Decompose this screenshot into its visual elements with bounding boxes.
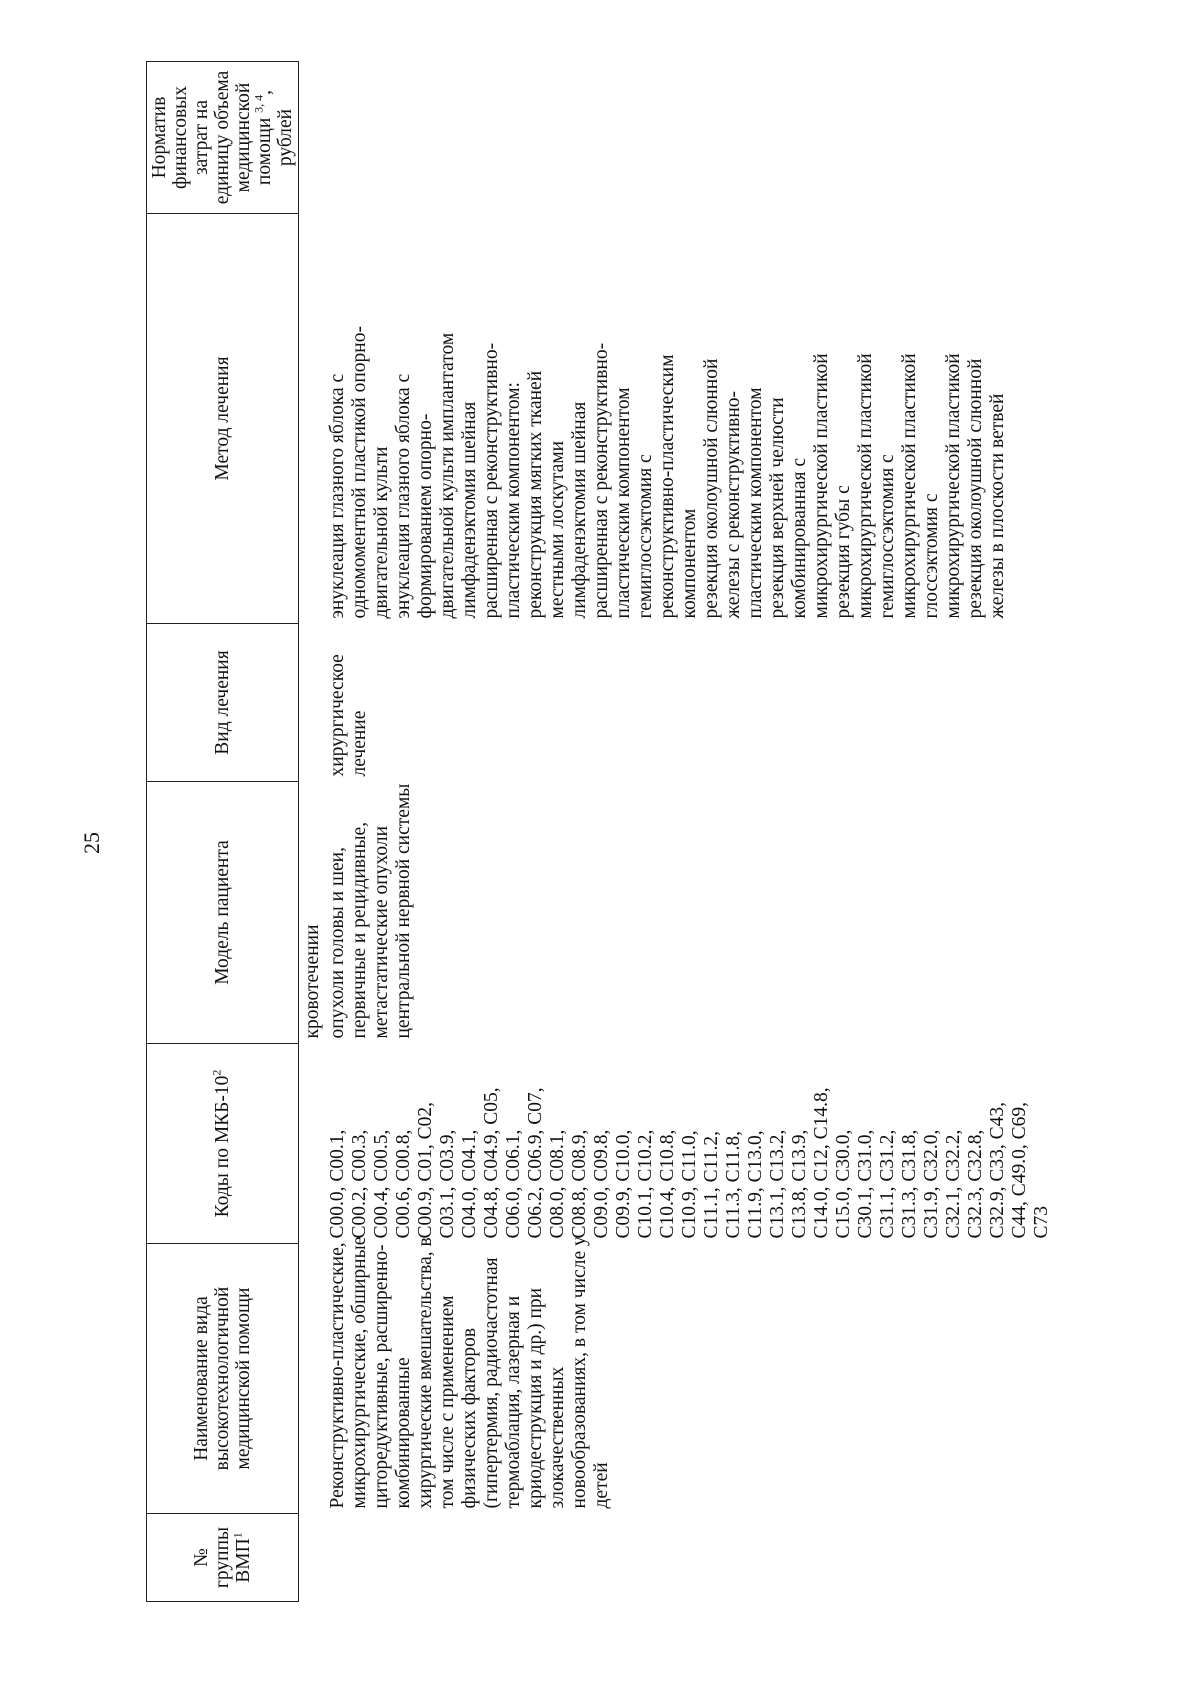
cell-text-line: C08.0, C08.1, xyxy=(547,1129,568,1239)
cell-text-line: C04.8, C04.9, C05, xyxy=(481,1087,502,1239)
cell-text-line: лимфаденэктомия шейная xyxy=(459,401,480,619)
cell-text-line: энуклеация глазного яблока с xyxy=(393,373,414,619)
cell-text-line: C06.2, C06.9, C07, xyxy=(525,1087,546,1239)
cell-text-line: C15.0, C30.0, xyxy=(833,1129,854,1239)
cell-text-line: расширенная с реконструктивно- xyxy=(481,342,502,619)
cell-text-line: C30.1, C31.0, xyxy=(855,1129,876,1239)
cell-text-line: хирургическое xyxy=(327,654,348,777)
cell-text-line: комбинированные xyxy=(393,1357,414,1509)
cell-text-line: пластическим компонентом xyxy=(613,387,634,619)
cell-group-no xyxy=(324,1514,1053,1602)
cell-text-line: Реконструктивно-пластические, xyxy=(327,1242,348,1509)
cell-text-line: том числе с применением xyxy=(437,1295,458,1509)
cell-text-line: C09.9, C10.0, xyxy=(613,1129,634,1239)
cell-text-line: C10.9, C11.0, xyxy=(679,1130,700,1239)
cell-text-line: двигательной культи имплантатом xyxy=(437,332,458,619)
cell-text-line: C31.9, C32.0, xyxy=(921,1129,942,1239)
cell-text-line: C11.1, C11.2, xyxy=(701,1131,722,1239)
cell-text-line: C13.8, C13.9, xyxy=(789,1129,810,1239)
cell-text-line: C00.6, C00.8, xyxy=(393,1129,414,1239)
cell-text-line: местными лоскутами xyxy=(547,440,568,619)
cell-text-line: опухоли головы и шеи, xyxy=(327,847,348,1039)
cell-text-line: физических факторов xyxy=(459,1327,480,1509)
cell-text-line: (гипертермия, радиочастотная xyxy=(481,1257,502,1509)
cell-text-line: формированием опорно- xyxy=(415,413,436,619)
cell-text-line: резекция верхней челюсти xyxy=(767,397,788,619)
carry-cost xyxy=(299,62,325,214)
cell-text-line: резекция околоушной слюнной xyxy=(701,358,722,619)
cell-text-line: C00.0, C00.1, xyxy=(327,1129,348,1239)
cell-text-line: C04.0, C04.1, xyxy=(459,1129,480,1239)
cell-text-line: реконструкция мягких тканей xyxy=(525,370,546,619)
cell-text-line: C11.3, C11.8, xyxy=(723,1131,744,1239)
cell-text-line: C08.8, C08.9, xyxy=(569,1129,590,1239)
cell-text-line: пластическим компонентом xyxy=(745,387,766,619)
cell-text-line: микрохирургической пластикой xyxy=(855,353,876,619)
header-treatment-type: Вид лечения xyxy=(147,624,299,782)
cell-text-line: пластическим компонентом: xyxy=(503,382,524,619)
cell-text-line: расширенная с реконструктивно- xyxy=(591,342,612,619)
cell-text-line: метастатические опухоли xyxy=(371,825,392,1039)
header-care-name: Наименование вида высокотехнологичной медицинской помощи xyxy=(147,1244,299,1514)
cell-text-line: C44, C49.0, C69, xyxy=(1009,1101,1030,1239)
cell-text-line: C10.1, C10.2, xyxy=(635,1129,656,1239)
page-number: 25 xyxy=(79,832,104,854)
header-patient-model: Модель пациента xyxy=(147,782,299,1044)
carry-icd-codes xyxy=(299,1044,325,1244)
cell-text-line: лечение xyxy=(349,710,370,777)
cell-text-line: новообразованиях, в том числе у xyxy=(569,1236,590,1509)
cell-treatment-method xyxy=(324,214,1053,624)
cell-text-line: криодеструкция и др.) при xyxy=(525,1287,546,1509)
cell-text-line: энуклеация глазного яблока с xyxy=(327,373,348,619)
carry-treatment-method xyxy=(299,214,325,624)
carry-care-name xyxy=(299,1244,325,1514)
cell-text-line: C10.4, C10.8, xyxy=(657,1129,678,1239)
cell-text-line: C09.0, C09.8, xyxy=(591,1129,612,1239)
cell-text-line: C31.1, C31.2, xyxy=(877,1129,898,1239)
cell-icd-codes xyxy=(324,1044,1053,1244)
cell-text-line: термоаблация, лазерная и xyxy=(503,1295,524,1509)
header-icd-codes: Коды по МКБ-10$^2$ xyxy=(147,1044,299,1244)
cell-text-line: C00.4, C00.5, xyxy=(371,1129,392,1239)
table-carry-over-row xyxy=(299,62,325,1602)
carry-group-no xyxy=(299,1514,325,1602)
cell-text-line: C13.1, C13.2, xyxy=(767,1129,788,1239)
medical-care-table xyxy=(146,61,1053,1602)
cell-text-line: железы с реконструктивно- xyxy=(723,391,744,619)
cell-text-line: C06.0, C06.1, xyxy=(503,1129,524,1239)
cell-text-line: C32.9, C33, C43, xyxy=(987,1101,1008,1239)
header-treatment-method: Метод лечения xyxy=(147,214,299,624)
cell-text-line: C31.3, C31.8, xyxy=(899,1129,920,1239)
cell-text-line: первичные и рецидивные, xyxy=(349,821,370,1039)
carry-patient-model: кровотечении xyxy=(302,924,323,1039)
cell-text-line: гемиглоссэктомия с xyxy=(877,454,898,619)
header-group-no: № группы ВМП$^1$ xyxy=(147,1514,299,1602)
cell-care-name xyxy=(324,1236,1053,1514)
cell-text-line: злокачественных xyxy=(547,1366,568,1509)
cell-text-line: C03.1, C03.9, xyxy=(437,1129,458,1239)
cell-text-line: C32.3, C32.8, xyxy=(965,1129,986,1239)
cell-text-line: детей xyxy=(591,1462,612,1509)
cell-text-line: C00.9, C01, C02, xyxy=(415,1101,436,1239)
cell-text-line: резекция губы с xyxy=(833,485,854,619)
cell-text-line: глоссэктомия с xyxy=(921,493,942,619)
table-header-row xyxy=(147,62,299,1602)
rotated-table-container xyxy=(146,62,1200,1602)
cell-text-line: железы в плоскости ветвей xyxy=(987,393,1008,619)
cell-text-line: C11.9, C13.0, xyxy=(745,1130,766,1239)
cell-text-line: C00.2, C00.3, xyxy=(349,1129,370,1239)
cell-text-line: микрохирургические, обширные xyxy=(349,1236,370,1509)
cell-text-line: C73 xyxy=(1031,1205,1052,1239)
cell-text-line: хирургические вмешательства, в xyxy=(415,1237,436,1509)
cell-text-line: одномоментной пластикой опорно- xyxy=(349,326,370,619)
header-cost-standard: Норматив финансовых затрат на единицу объема медицинской помощи $^{3, 4}$, рублей xyxy=(147,62,299,214)
cell-text-line: гемиглоссэктомия с xyxy=(635,454,656,619)
cell-text-line: микрохирургической пластикой xyxy=(943,353,964,619)
carry-treatment-type xyxy=(299,624,325,782)
cell-patient-model xyxy=(324,782,1053,1044)
cell-text-line: реконструктивно-пластическим xyxy=(657,354,678,619)
cell-text-line: двигательной культи xyxy=(371,446,392,619)
cell-text-line: центральной нервной системы xyxy=(393,783,414,1039)
cell-text-line: комбинированная с xyxy=(789,457,810,619)
cell-text-line: резекция околоушной слюнной xyxy=(965,358,986,619)
cell-text-line: C14.0, C12, C14.8, xyxy=(811,1087,832,1239)
cell-text-line: микрохирургической пластикой xyxy=(899,353,920,619)
cell-text-line: лимфаденэктомия шейная xyxy=(569,401,590,619)
table-row xyxy=(324,62,1053,1602)
cell-text-line: микрохирургической пластикой xyxy=(811,353,832,619)
cell-cost xyxy=(324,62,1053,214)
cell-treatment-type xyxy=(324,624,1053,782)
cell-text-line: C32.1, C32.2, xyxy=(943,1129,964,1239)
cell-text-line: циторедуктивные, расширенно- xyxy=(371,1244,392,1509)
cell-text-line: компонентом xyxy=(679,508,700,619)
